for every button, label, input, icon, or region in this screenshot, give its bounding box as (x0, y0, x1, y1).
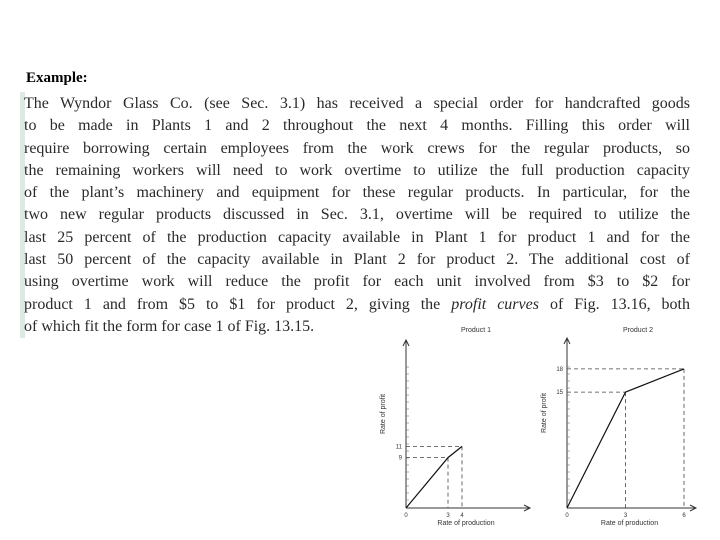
paragraph-line: last 50 percent of the capacity available in Plant 2 for product 2. The additional cost of (24, 251, 690, 269)
x-tick-label: 0 (404, 513, 408, 519)
paragraph-line: of the plant’s machinery and equipment for these regular products. In particular, for the (24, 184, 690, 202)
y-tick-label: 11 (395, 444, 402, 451)
profit-curve-line (406, 446, 462, 508)
x-axis-label: Rate of production (437, 520, 495, 527)
paragraph-line: of which fit the form for case 1 of Fig. 13.15. (24, 317, 315, 335)
y-axis-label: Rate of profit (380, 393, 387, 435)
paragraph-line: require borrowing certain employees from the work crews for the regular products, so (24, 139, 690, 157)
y-axis-label: Rate of profit (541, 392, 548, 434)
example-heading: Example: (26, 70, 88, 86)
x-tick-label: 3 (623, 513, 628, 519)
product-2-chart (541, 327, 696, 527)
x-tick-label: 4 (460, 513, 464, 519)
y-tick-label: 15 (556, 390, 563, 397)
product-1-chart (380, 327, 530, 527)
paragraph-line: last 25 percent of the production capacity available in Plant 1 for product 1 and for the (24, 228, 690, 246)
x-tick-label: 6 (682, 513, 686, 519)
paragraph-line-end: of Fig. 13.16, both (538, 295, 691, 313)
x-axis-label: Rate of production (600, 520, 659, 527)
x-tick-label: 3 (446, 513, 450, 519)
profit-curves-emphasis: profit curves (451, 295, 539, 313)
x-tick-label: 0 (565, 513, 569, 519)
profit-curve-line (567, 369, 684, 508)
paragraph-line: using overtime work will reduce the profit for each unit involved from $3 to $2 for (24, 273, 690, 291)
y-tick-label: 18 (556, 366, 563, 373)
chart-title: Product 2 (623, 327, 653, 334)
chart-title: Product 1 (461, 327, 491, 334)
y-tick-label: 9 (398, 455, 402, 462)
paragraph-line: The Wyndor Glass Co. (see Sec. 3.1) has received a special order for handcrafted goods (24, 95, 690, 112)
paragraph-line: two new regular products discussed in Sec. 3.1, overtime will be required to utilize the (24, 206, 690, 224)
paragraph-line: the remaining workers will need to work overtime to utilize the full production capacity (24, 161, 690, 179)
paragraph-line: to be made in Plants 1 and 2 throughout the next 4 months. Filling this order will (24, 117, 690, 135)
paragraph-line-start: product 1 and from $5 to $1 for product 2, giving the (24, 295, 441, 313)
